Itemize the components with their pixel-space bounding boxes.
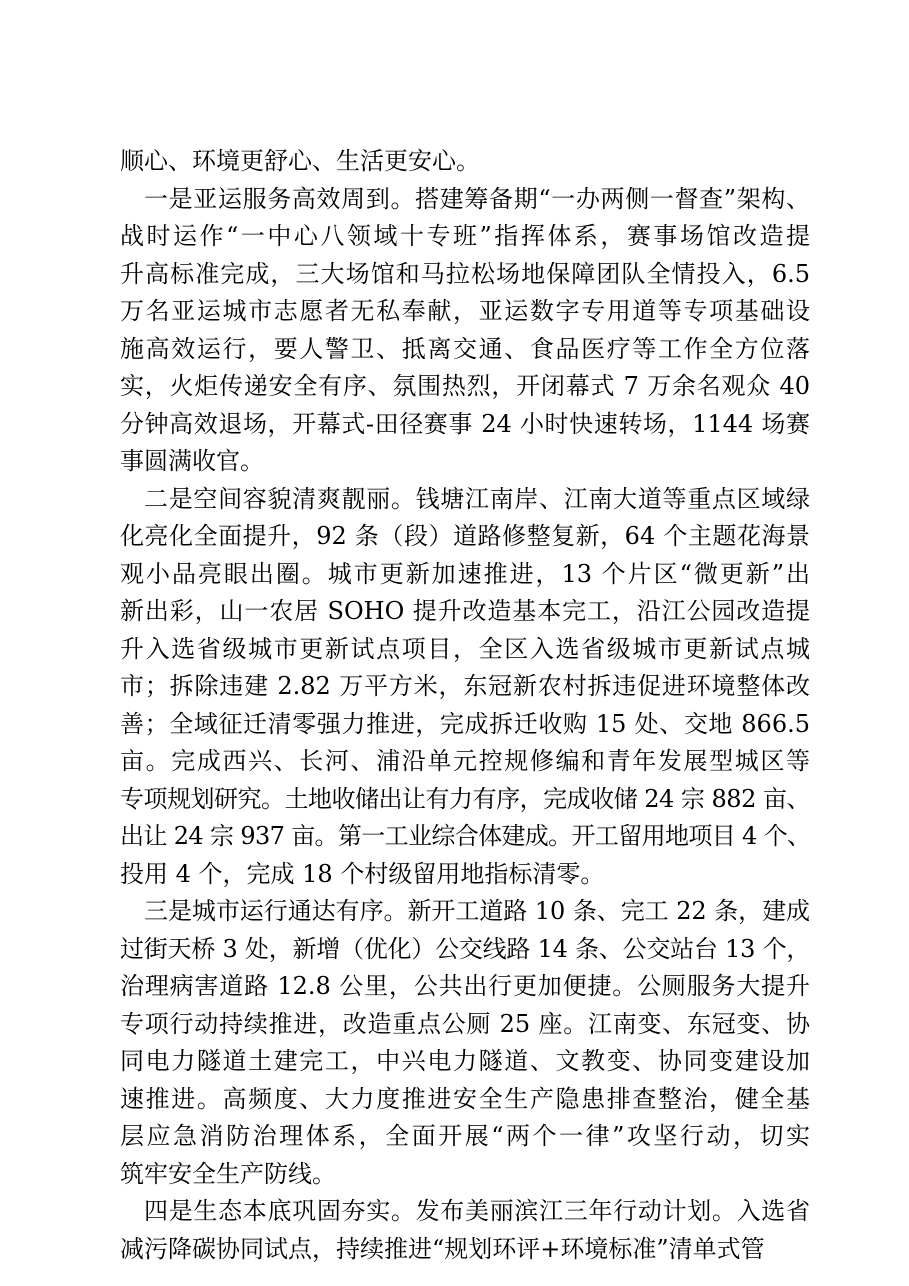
text-line: 升入选省级城市更新试点项目，全区入选省级城市更新试点城 [120,634,810,663]
text-line: 化亮化全面提升，92 条（段）道路修整复新，64 个主题花海景 [120,522,810,550]
paragraph-p2 [120,481,810,894]
text-line: 专项行动持续推进，改造重点公厕 25 座。江南变、东冠变、协 [120,1009,810,1038]
text-line: 筑牢安全生产防线。 [120,1159,336,1188]
document-body [120,143,810,1268]
text-line: 施高效运行，要人警卫、抵离交通、食品医疗等工作全方位落 [120,334,810,363]
text-line: 战时运作“一中心八领域十专班”指挥体系，赛事场馆改造提 [120,222,810,250]
text-line: 三是城市运行通达有序。新开工道路 10 条、完工 22 条，建成 [144,897,810,925]
paragraph-p0 [120,143,810,181]
text-line: 事圆满收官。 [120,447,264,475]
text-line: 四是生态本底巩固夯实。发布美丽滨江三年行动计划。入选省 [144,1197,810,1225]
text-line: 过街天桥 3 处，新增（优化）公交线路 14 条、公交站台 13 个， [120,934,811,963]
text-line: 万名亚运城市志愿者无私奉献，亚运数字专用道等专项基础设 [120,297,810,325]
text-line: 市；拆除违建 2.82 万平方米，东冠新农村拆违促进环境整体改 [120,672,810,700]
text-line: 升高标准完成，三大场馆和马拉松场地保障团队全情投入，6.5 [120,259,810,288]
text-line: 二是空间容貌清爽靓丽。钱塘江南岸、江南大道等重点区域绿 [144,484,810,513]
paragraph-p4 [120,1193,810,1268]
text-line: 同电力隧道土建完工，中兴电力隧道、文教变、协同变建设加 [120,1047,810,1075]
text-line: 顺心、环境更舒心、生活更安心。 [120,147,480,175]
text-line: 分钟高效退场，开幕式-田径赛事 24 小时快速转场，1144 场赛 [120,409,810,438]
text-line: 出让 24 宗 937 亩。第一工业综合体建成。开工留用地项目 4 个、 [120,822,811,850]
text-line: 治理病害道路 12.8 公里，公共出行更加便捷。公厕服务大提升 [120,972,810,1000]
text-line: 一是亚运服务高效周到。搭建筹备期“一办两侧一督查”架构、 [144,184,810,213]
text-line: 新出彩，山一农居 SOHO 提升改造基本完工，沿江公园改造提 [120,597,810,625]
text-line: 投用 4 个，完成 18 个村级留用地指标清零。 [120,859,605,888]
text-line: 亩。完成西兴、长河、浦沿单元控规修编和青年发展型城区等 [120,747,810,775]
paragraph-p1 [120,181,810,481]
text-line: 观小品亮眼出圈。城市更新加速推进，13 个片区“微更新”出 [120,559,810,588]
text-line: 速推进。高频度、大力度推进安全生产隐患排查整治，健全基 [120,1084,810,1113]
text-line: 善；全域征迁清零强力推进，完成拆迁收购 15 处、交地 866.5 [120,709,810,738]
paragraph-p3 [120,893,810,1193]
text-line: 层应急消防治理体系，全面开展“两个一律”攻坚行动，切实 [120,1122,810,1150]
text-line: 减污降碳协同试点，持续推进“规划环评+环境标准”清单式管 [120,1234,765,1263]
text-line: 专项规划研究。土地收储出让有力有序，完成收储 24 宗 882 亩、 [120,784,810,813]
text-line: 实，火炬传递安全有序、氛围热烈，开闭幕式 7 万余名观众 40 [120,372,810,400]
